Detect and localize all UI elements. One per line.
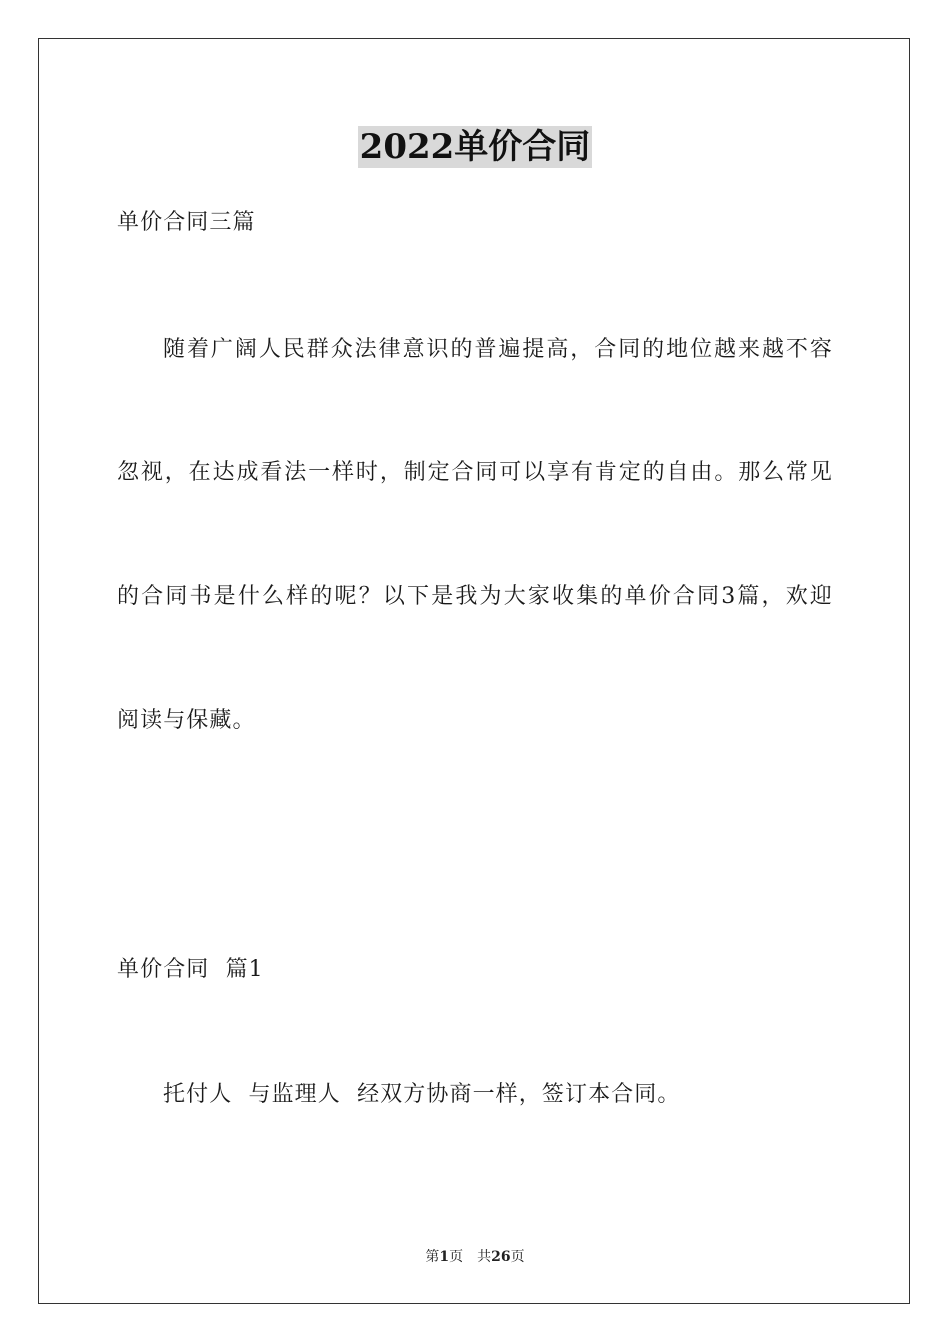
footer-total-suffix: 页 [510, 1249, 525, 1265]
footer-total-prefix: 共 [477, 1249, 492, 1265]
footer-page-number: 1 [439, 1249, 450, 1265]
page-footer [0, 1248, 950, 1266]
intro-line-2: 忽视，在达成看法一样时，制定合同可以享有肯定的自由。那么常见 [117, 460, 833, 485]
intro-line-3: 的合同书是什么样的呢？以下是我为大家收集的单价合同3篇，欢迎 [117, 584, 833, 609]
footer-page-prefix: 第 [425, 1249, 440, 1265]
document-subtitle: 单价合同三篇 [117, 210, 256, 235]
section-heading: 单价合同 篇1 [117, 957, 264, 982]
document-title: 2022单价合同 [359, 127, 591, 167]
footer-page-suffix: 页 [449, 1249, 464, 1265]
section-line: 托付人 与监理人 经双方协商一样，签订本合同。 [163, 1082, 681, 1107]
title-container [0, 126, 950, 168]
intro-line-4: 阅读与保藏。 [117, 708, 256, 733]
footer-total-pages: 26 [491, 1249, 511, 1265]
intro-line-1: 随着广阔人民群众法律意识的普遍提高，合同的地位越来越不容 [163, 337, 833, 362]
